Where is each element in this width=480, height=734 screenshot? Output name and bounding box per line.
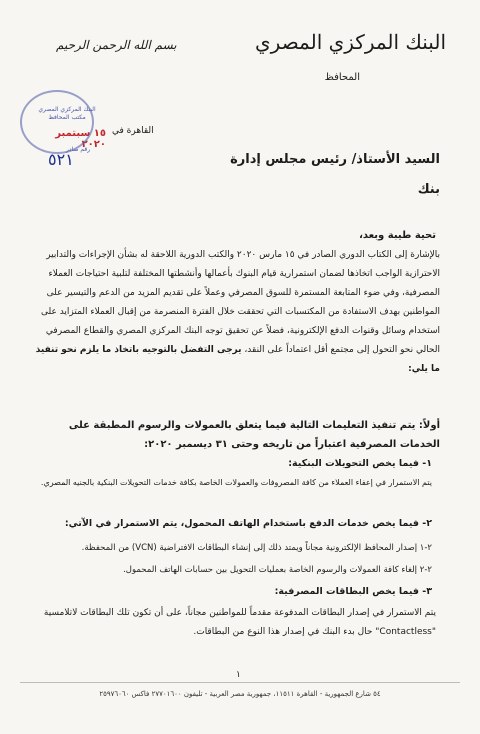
section-heading-first: أولاً: يتم تنفيذ التعليمات التالية فيما يتعلق بالعمولات والرسوم المطبقة على الخدمات المصرفية اعتباراً من تاريخه وحتى ٣١ ديسمبر ٢٠٢٠: — [68, 420, 440, 450]
mobile-wallet-item-1 — [32, 540, 432, 556]
bank-transfers-text: يتم الاستمرار في إعفاء العملاء من كافة المصروفات والعمولات الخاصة بكافة خدمات التحويلات البنكية بالجنيه المصري. — [40, 478, 432, 487]
stamp-office: البنك المركزي المصري مكتب المحافظ — [38, 106, 96, 121]
bank-name: البنك المركزي المصري — [255, 30, 446, 54]
stamp-number: ٥٢١ — [48, 150, 74, 169]
mobile-wallet-heading: ٢- فيما يخص خدمات الدفع باستخدام الهاتف المحمول، يتم الاستمرار في الآتي: — [64, 518, 432, 529]
prepaid-cards-heading: ٣- فيما يخص البطاقات المصرفية: — [274, 586, 432, 597]
paragraph-intro-text: بالإشارة إلى الكتاب الدوري الصادر في ١٥ مارس ٢٠٢٠ والكتب الدورية اللاحقة له بشأن الإجراءات والتدابير الاحترازية الواجب اتخاذها لضمان استمرارية قيام البنوك بأعمالها وأنشطتها المختلفة لتلبية احتياجات العملاء المصرفية، وفي ضوء المتابعة المستمرة للسوق المصرفي وعملاً على تقديم المزيد من الدعم والتيسير على المواطنين بهدف الاستفادة من المكتسبات التي تحققت خلال الفترة المنصرمة من إقبال العملاء المتزايد على استخدام وسائل وقنوات الدفع الإلكترونية، فضلاً عن تحقيق توجه البنك المركزي المصري والقطاع المصرفي الحالي نحو التحول إلى مجتمع أقل اعتماداً على النقد، — [40, 250, 440, 355]
greeting: تحية طيبة وبعد، — [359, 230, 436, 241]
paragraph-intro-emphasis: يرجى التفضل بالتوجيه باتخاذ ما يلزم نحو تنفيذ ما يلي: — [35, 345, 440, 374]
stamp-circle — [20, 90, 94, 154]
footer-address: ٥٤ شارع الجمهورية - القاهرة ١١٥١١، جمهورية مصر العربية - تليفون ٢٧٧٠١٦٠٠ فاكس ٢٥٩٧٦٠٦٠ — [99, 690, 381, 698]
prepaid-cards-text: يتم الاستمرار في إصدار البطاقات المدفوعة مقدماً للمواطنين مجاناً، على أن تكون تلك البطاقات لاتلامسية "Contactless" حال بدء البنك في إصدار هذا النوع من البطاقات. — [43, 608, 436, 637]
stamp-date: ١٥ سبتمبر ٢٠٢٠ — [55, 128, 106, 150]
item-text: إصدار المحافظ الإلكترونية مجاناً ويمتد ذلك إلى إنشاء البطاقات الافتراضية (VCN) من المحفظة. — [81, 543, 418, 553]
paragraph-intro — [30, 246, 440, 418]
stamp-label: رقم صادر — [66, 146, 91, 153]
item-text: إلغاء كافة العمولات والرسوم الخاصة بعمليات التحويل بين حسابات الهاتف المحمول. — [123, 565, 418, 575]
office-title: المحافظ — [324, 72, 360, 83]
footer-divider — [20, 682, 460, 683]
city-date-label: القاهرة في — [112, 126, 154, 136]
mobile-wallet-item-2 — [32, 562, 432, 578]
item-number: ٢-١ — [419, 543, 432, 553]
recipient-line-2: بنك — [417, 182, 440, 197]
basmala: بسم الله الرحمن الرحيم — [56, 38, 177, 52]
item-number: ٢-٢ — [419, 565, 432, 575]
recipient-line-1: السيد الأستاذ/ رئيس مجلس إدارة — [230, 152, 440, 167]
page-number: ١ — [236, 670, 241, 680]
bank-transfers-heading: ١- فيما يخص التحويلات البنكية: — [288, 458, 432, 469]
